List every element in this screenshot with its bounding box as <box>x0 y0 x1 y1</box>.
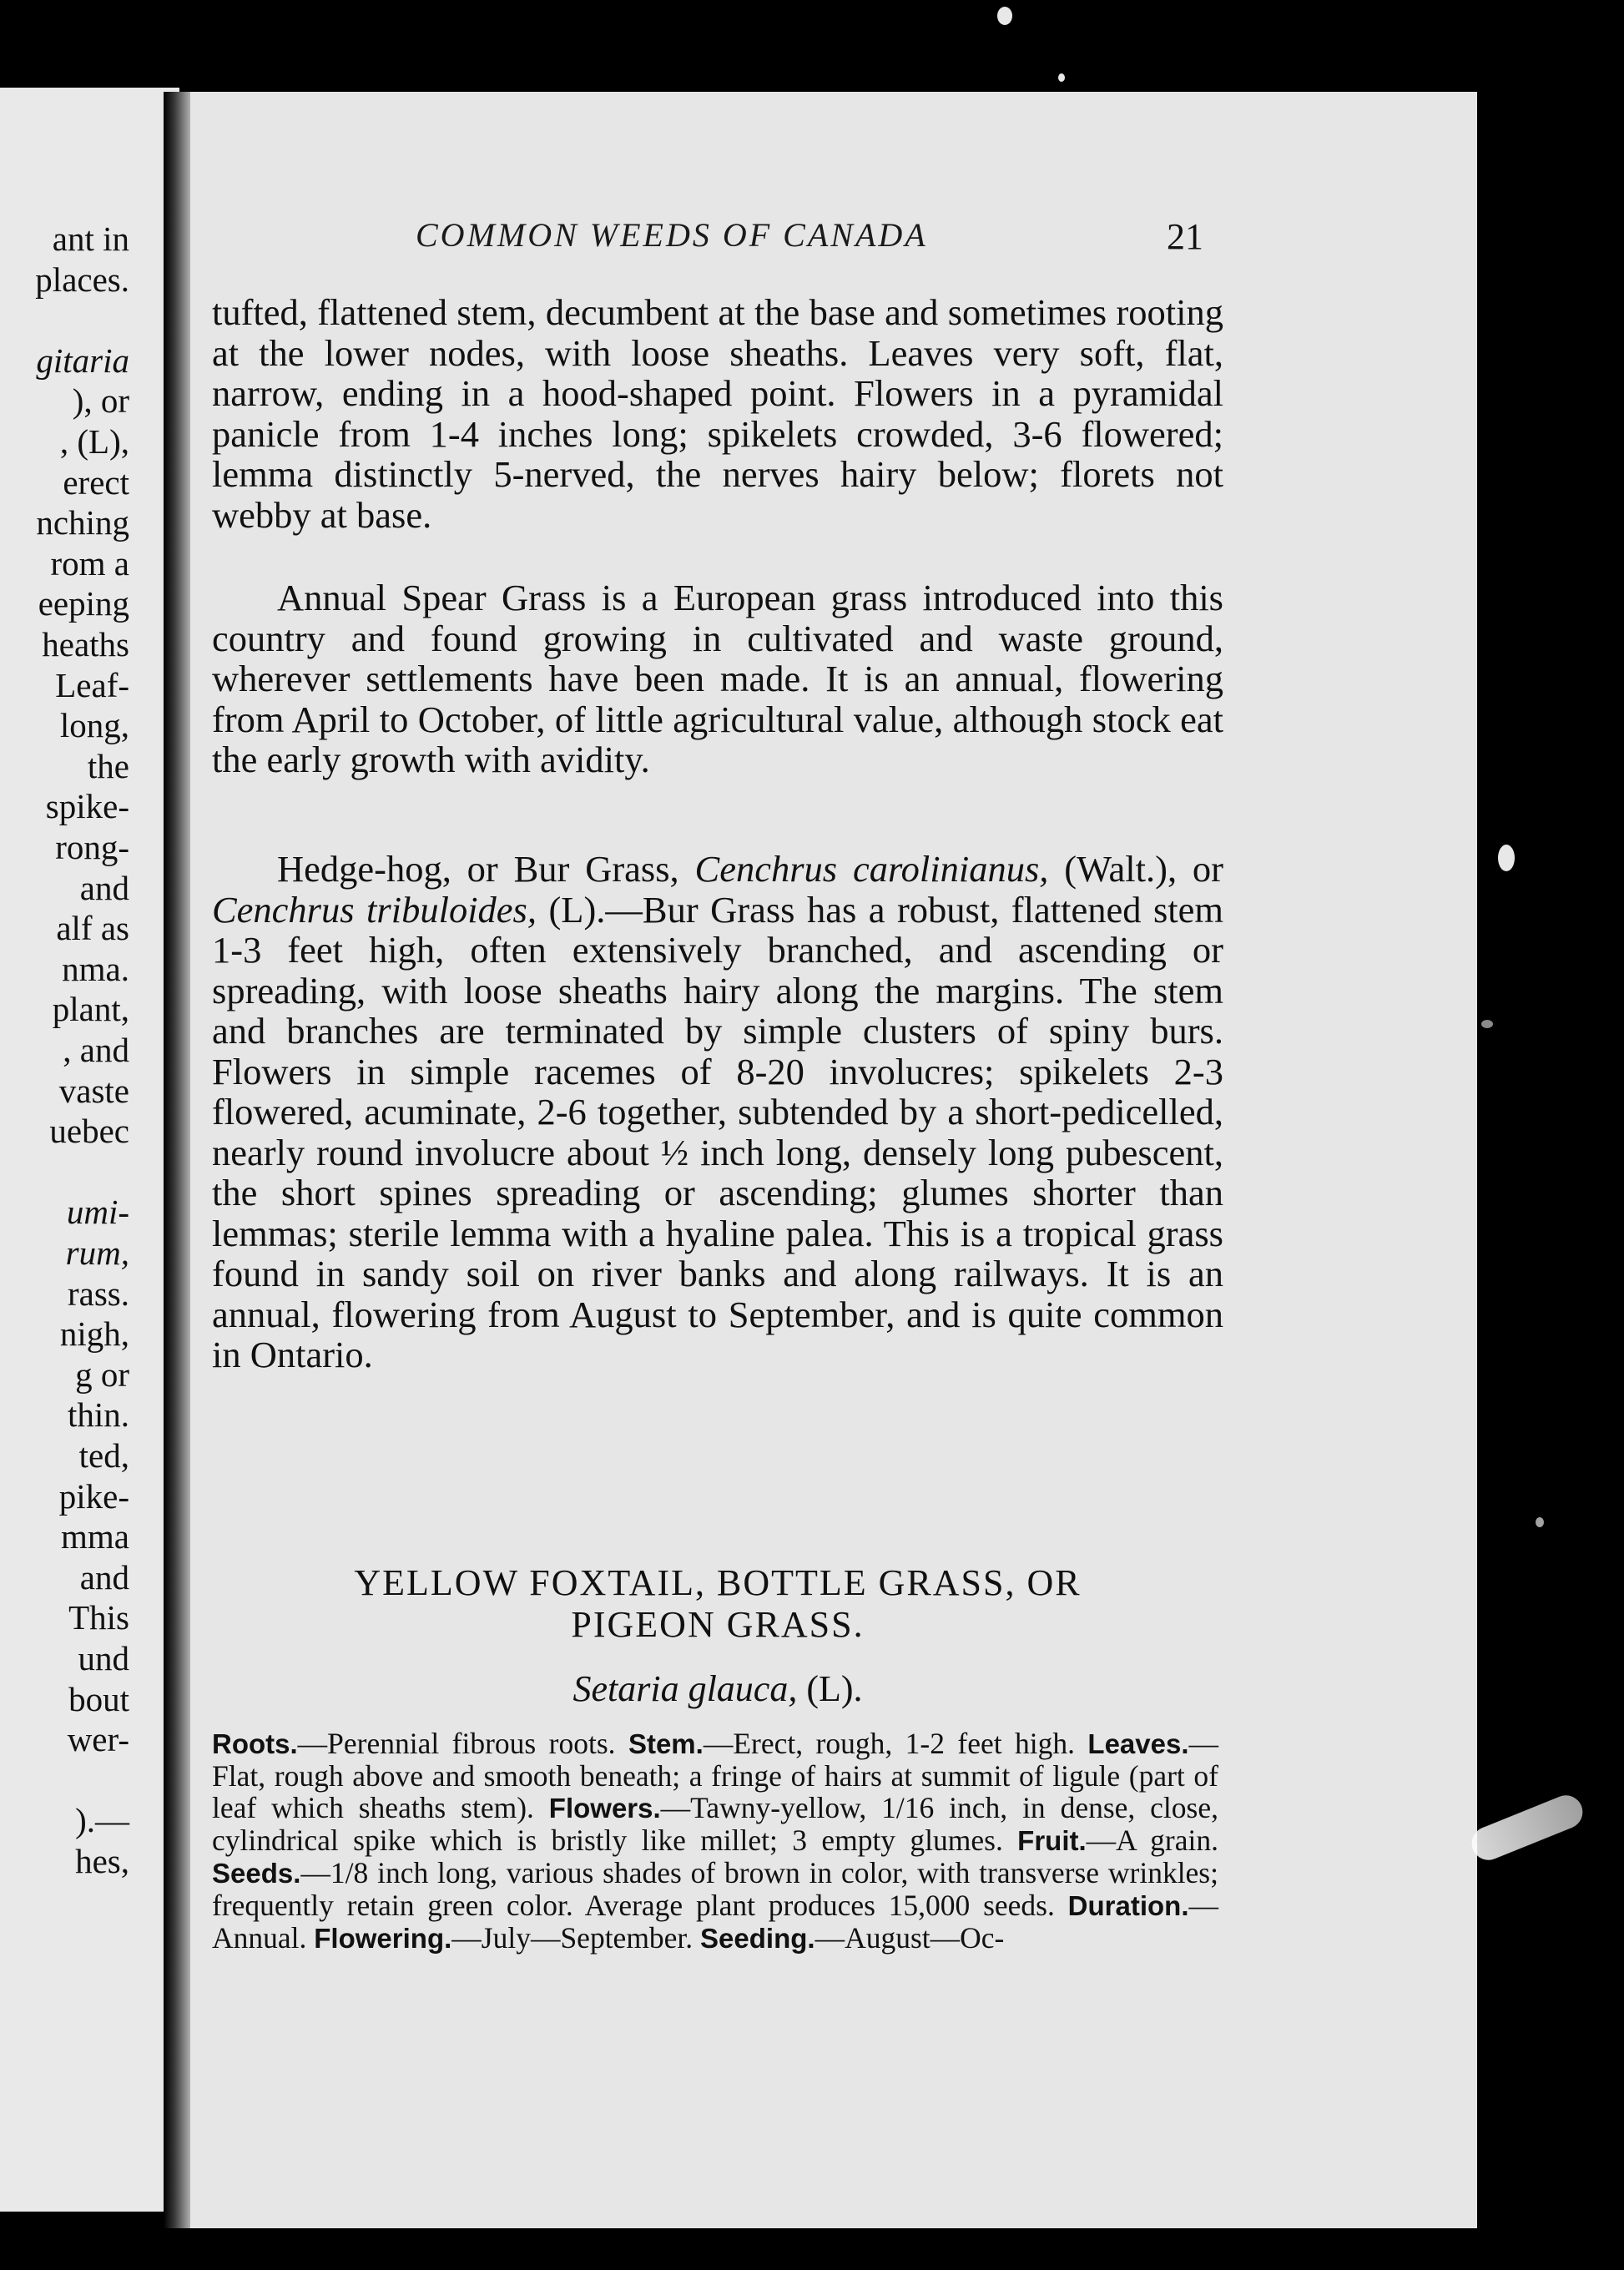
running-head: COMMON WEEDS OF CANADA <box>416 216 928 254</box>
facing-page-text-fragment: rong- <box>55 828 129 866</box>
text-duration: —Annual. <box>212 1889 1218 1955</box>
bur-grass-text-c: (Walt.), or <box>1048 848 1223 890</box>
plant-description <box>212 1728 1218 1955</box>
facing-page-text-fragment: uebec <box>49 1112 129 1151</box>
facing-page-text-fragment: nigh, <box>59 1314 129 1354</box>
text-seeding: —August—Oc- <box>815 1921 1005 1955</box>
facing-page-text-fragment: hes, <box>75 1842 129 1880</box>
text-seeds: —1/8 inch long, various shades of brown in color, with transverse wrinkles; frequently retain green color. Average plant produces 15,000 seeds. <box>212 1856 1218 1922</box>
paragraph-annual-spear-grass: Annual Spear Grass is a European grass introduced into this country and found growing in cultivated and waste ground, wherever settlements have been made. It is an annual, flowering from April to October, of little agricultural value, although stock eat the early growth with avidity. <box>212 577 1223 780</box>
scientific-name-species: Setaria glauca, <box>572 1668 798 1709</box>
facing-page-text-fragment: nma. <box>62 949 129 988</box>
facing-page-text-fragment: umi- <box>66 1193 129 1232</box>
facing-page-text-fragment: long, <box>59 706 129 745</box>
facing-page-text-fragment: heaths <box>42 625 129 663</box>
facing-page-text-fragment: wer- <box>67 1720 129 1759</box>
label-flowering: Flowering. <box>314 1923 452 1954</box>
facing-page-text-fragment: rass. <box>67 1274 129 1313</box>
text-fruit: —A grain. <box>1086 1824 1218 1857</box>
scientific-name <box>212 1667 1223 1710</box>
label-flowers: Flowers. <box>548 1793 661 1824</box>
bur-grass-text-a: Hedge-hog, or Bur Grass, <box>277 848 695 890</box>
dust-speck <box>1481 1020 1493 1028</box>
facing-page-text-fragment: mma <box>61 1517 129 1556</box>
facing-page-text-fragment: ant in <box>52 219 129 258</box>
facing-page-text-fragment: gitaria <box>36 340 129 380</box>
page-number: 21 <box>1167 216 1203 257</box>
text-stem: —Erect, rough, 1-2 feet high. <box>703 1727 1088 1760</box>
facing-page-text-fragment: places. <box>35 260 129 299</box>
label-roots: Roots. <box>212 1728 298 1759</box>
facing-page-text-fragment: erect <box>63 462 129 502</box>
facing-page-text-fragment: nching <box>36 503 129 542</box>
facing-page-text-fragment: ted, <box>78 1436 129 1475</box>
facing-page-text-fragment: Leaf- <box>55 665 129 704</box>
facing-page-text-fragment: spike- <box>45 787 129 826</box>
species-name-tribuloides: Cenchrus tribuloides, <box>212 888 537 931</box>
section-heading-line-2: PIGEON GRASS. <box>571 1604 865 1645</box>
facing-page-text-fragment: the <box>87 746 129 785</box>
facing-page-text-fragment: bout <box>68 1679 129 1718</box>
facing-page-text-fragment: rom a <box>50 543 129 583</box>
dust-speck <box>1058 73 1065 82</box>
dust-speck <box>1536 1517 1544 1527</box>
dust-speck <box>1498 845 1515 871</box>
section-heading-line-1: YELLOW FOXTAIL, BOTTLE GRASS, OR <box>354 1562 1082 1603</box>
facing-page-text-fragment: thin. <box>67 1395 129 1435</box>
text-flowering: —July—September. <box>451 1921 701 1955</box>
book-page <box>190 92 1477 2228</box>
text-roots: —Perennial fibrous roots. <box>297 1727 628 1760</box>
label-seeds: Seeds. <box>212 1858 301 1889</box>
scientific-name-author: (L). <box>797 1668 863 1709</box>
facing-page-text-fragment: and <box>79 1557 129 1597</box>
label-leaves: Leaves. <box>1087 1728 1189 1759</box>
label-stem: Stem. <box>628 1728 704 1759</box>
dust-speck <box>997 7 1012 25</box>
facing-page-text-fragment: , (L), <box>59 422 129 461</box>
facing-page-text-fragment: and <box>79 868 129 907</box>
facing-page-text-fragment: eeping <box>38 584 129 623</box>
facing-page-text-fragment: und <box>78 1639 129 1677</box>
facing-page-text-fragment: pike- <box>58 1476 129 1516</box>
paragraph-bur-grass <box>212 849 1223 1375</box>
facing-page-text-fragment: g or <box>75 1354 129 1394</box>
facing-page-text-fragment: plant, <box>52 990 129 1029</box>
species-name-carolinianus: Cenchrus carolinianus, <box>694 848 1049 890</box>
facing-page-text-fragment: alf as <box>56 909 129 948</box>
facing-page-text-fragment: rum, <box>65 1233 129 1272</box>
label-fruit: Fruit. <box>1017 1825 1087 1856</box>
facing-page-text-fragment: ).— <box>75 1801 129 1840</box>
facing-page-text-fragment: This <box>68 1598 129 1637</box>
bur-grass-text-e: (L).—Bur Grass has a robust, flattened stem 1-3 feet high, often extensively branched, and ascending or spreading, with loose sheaths hairy along the margins. The stem and branches are terminated by simple clusters of spiny burs. Flowers in simple racemes of 8-20 involucres; spikelets 2-3 flowered, acuminate, 2-6 together, subtended by a short-pedicelled, nearly round involucre about ½ inch long, densely long pubescent, the short spines spreading or ascending; glumes shorter than lemmas; sterile lemma with a hyaline palea. This is a tropical grass found in sandy soil on river banks and along railways. It is an annual, flowering from August to September, and is quite common in Ontario. <box>212 888 1223 1375</box>
text-flowers: —Tawny-yellow, 1/16 inch, in dense, close, cylindrical spike which is bristly like millet; 3 empty glumes. <box>212 1791 1218 1857</box>
light-glare <box>1467 1790 1588 1865</box>
facing-page-text-fragment: , and <box>63 1031 129 1069</box>
facing-page-text-fragment: vaste <box>58 1071 129 1110</box>
facing-page-fragment <box>0 88 179 2212</box>
text-leaves: —Flat, rough above and smooth beneath; a fringe of hairs at summit of ligule (part of leaf which sheaths stem). <box>212 1727 1218 1824</box>
label-duration: Duration. <box>1067 1890 1189 1921</box>
label-seeding: Seeding. <box>700 1923 815 1954</box>
paragraph-description-continued: tufted, flattened stem, decumbent at the base and sometimes rooting at the lower nodes, with loose sheaths. Leaves very soft, flat, narrow, ending in a hood-shaped point. Flowers in a pyramidal panicle from 1-4 inches long; spikelets crowded, 3-6 flowered; lemma distinctly 5-nerved, the nerves hairy below; florets not webby at base. <box>212 291 1223 536</box>
facing-page-text-fragment: ), or <box>72 381 129 421</box>
section-heading <box>212 1562 1223 1646</box>
